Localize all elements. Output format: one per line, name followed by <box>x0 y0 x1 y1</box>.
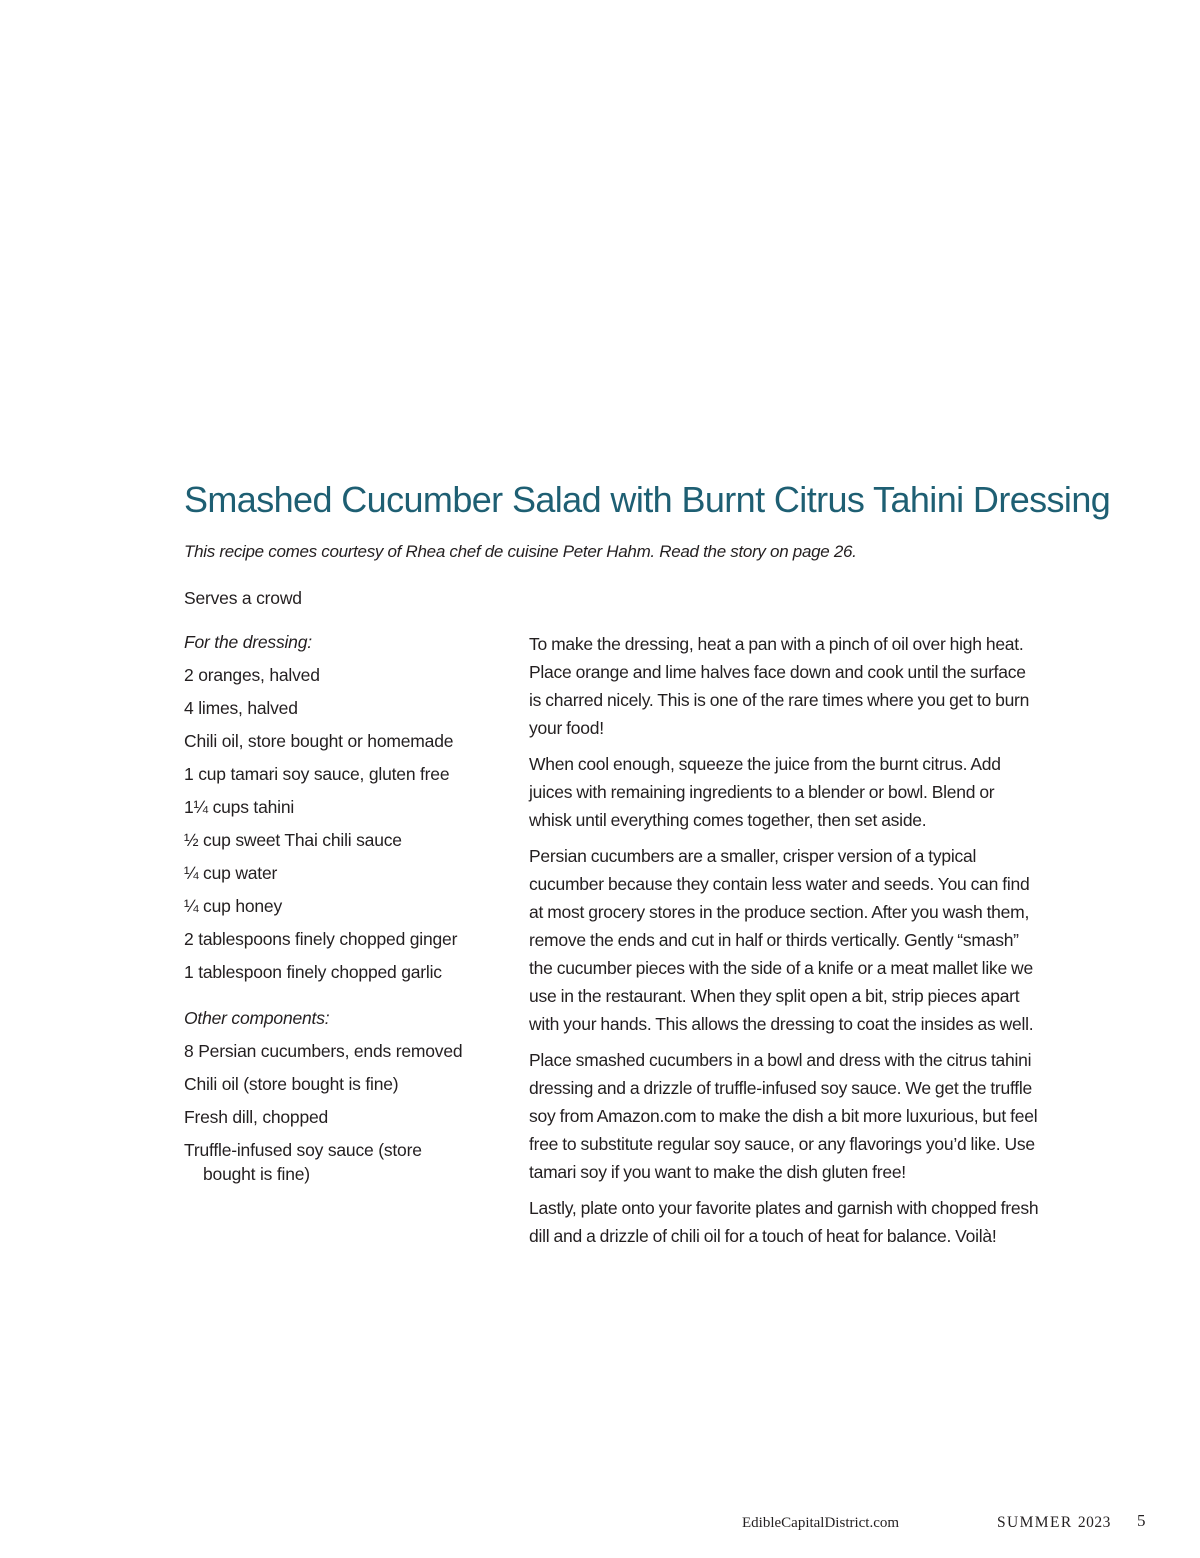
ingredient-item: ¼ cup honey <box>184 896 283 916</box>
ingredient-item: 2 oranges, halved <box>184 665 320 685</box>
ingredient-item: 1 cup tamari soy sauce, gluten free <box>184 764 450 784</box>
method-paragraph: When cool enough, squeeze the juice from the burnt citrus. Add juices with remaining ingredients to a blender or bowl. Blend or whisk until everything comes together, then set aside. <box>529 754 1001 830</box>
ingredient-item: 1 tablespoon finely chopped garlic <box>184 962 442 982</box>
ingredients-column <box>184 630 494 1195</box>
other-ingredient-list <box>184 1039 494 1186</box>
footer-issue <box>997 1512 1111 1534</box>
other-components-heading: Other components: <box>184 1008 330 1028</box>
method-paragraph: Persian cucumbers are a smaller, crisper version of a typical cucumber because they contain less water and seeds. You can find at most grocery stores in the produce section. After you wash them, remove the ends and cut in half or thirds vertically. Gently “smash” the cucumber pieces with the side of a knife or a meat mallet like we use in the restaurant. When they split open a bit, strip pieces apart with your hands. This allows the dressing to coat the insides as well. <box>529 846 1034 1034</box>
dressing-heading: For the dressing: <box>184 632 312 652</box>
method-paragraph: Place smashed cucumbers in a bowl and dress with the citrus tahini dressing and a drizzle of truffle-infused soy sauce. We get the truffle soy from Amazon.com to make the dish a bit more luxurious, but feel free to substitute regular soy sauce, or any flavorings you’d like. Use tamari soy if you want to make the dish gluten free! <box>529 1050 1038 1182</box>
ingredient-item: Chili oil, store bought or homemade <box>184 731 454 751</box>
ingredient-item: 8 Persian cucumbers, ends removed <box>184 1041 463 1061</box>
dressing-ingredient-list <box>184 663 494 984</box>
ingredient-item: Chili oil (store bought is fine) <box>184 1074 399 1094</box>
issue-season: SUMMER <box>997 1514 1073 1531</box>
footer-website: EdibleCapitalDistrict.com <box>742 1515 900 1531</box>
page-number: 5 <box>1137 1511 1146 1530</box>
ingredient-item: Fresh dill, chopped <box>184 1107 329 1127</box>
ingredient-item: ¼ cup water <box>184 863 278 883</box>
ingredient-item: ½ cup sweet Thai chili sauce <box>184 830 402 850</box>
method-paragraph: To make the dressing, heat a pan with a pinch of oil over high heat. Place orange and lime halves face down and cook until the surface is charred nicely. This is one of the rare times where you get to burn your food! <box>529 634 1030 738</box>
ingredient-item: 1¼ cups tahini <box>184 797 295 817</box>
issue-year: 2023 <box>1077 1514 1111 1531</box>
method-paragraph: Lastly, plate onto your favorite plates and garnish with chopped fresh dill and a drizzle of chili oil for a touch of heat for balance. Voilà! <box>529 1198 1039 1246</box>
recipe-title: Smashed Cucumber Salad with Burnt Citrus Tahini Dressing <box>184 479 1111 520</box>
recipe-intro: This recipe comes courtesy of Rhea chef de cuisine Peter Hahm. Read the story on page 26. <box>184 542 857 561</box>
method-column <box>529 630 1039 1258</box>
ingredient-item: 2 tablespoons finely chopped ginger <box>184 929 458 949</box>
recipe-yield: Serves a crowd <box>184 588 302 608</box>
ingredient-item: Truffle-infused soy sauce (store bought is fine) <box>184 1140 422 1184</box>
ingredient-item: 4 limes, halved <box>184 698 298 718</box>
